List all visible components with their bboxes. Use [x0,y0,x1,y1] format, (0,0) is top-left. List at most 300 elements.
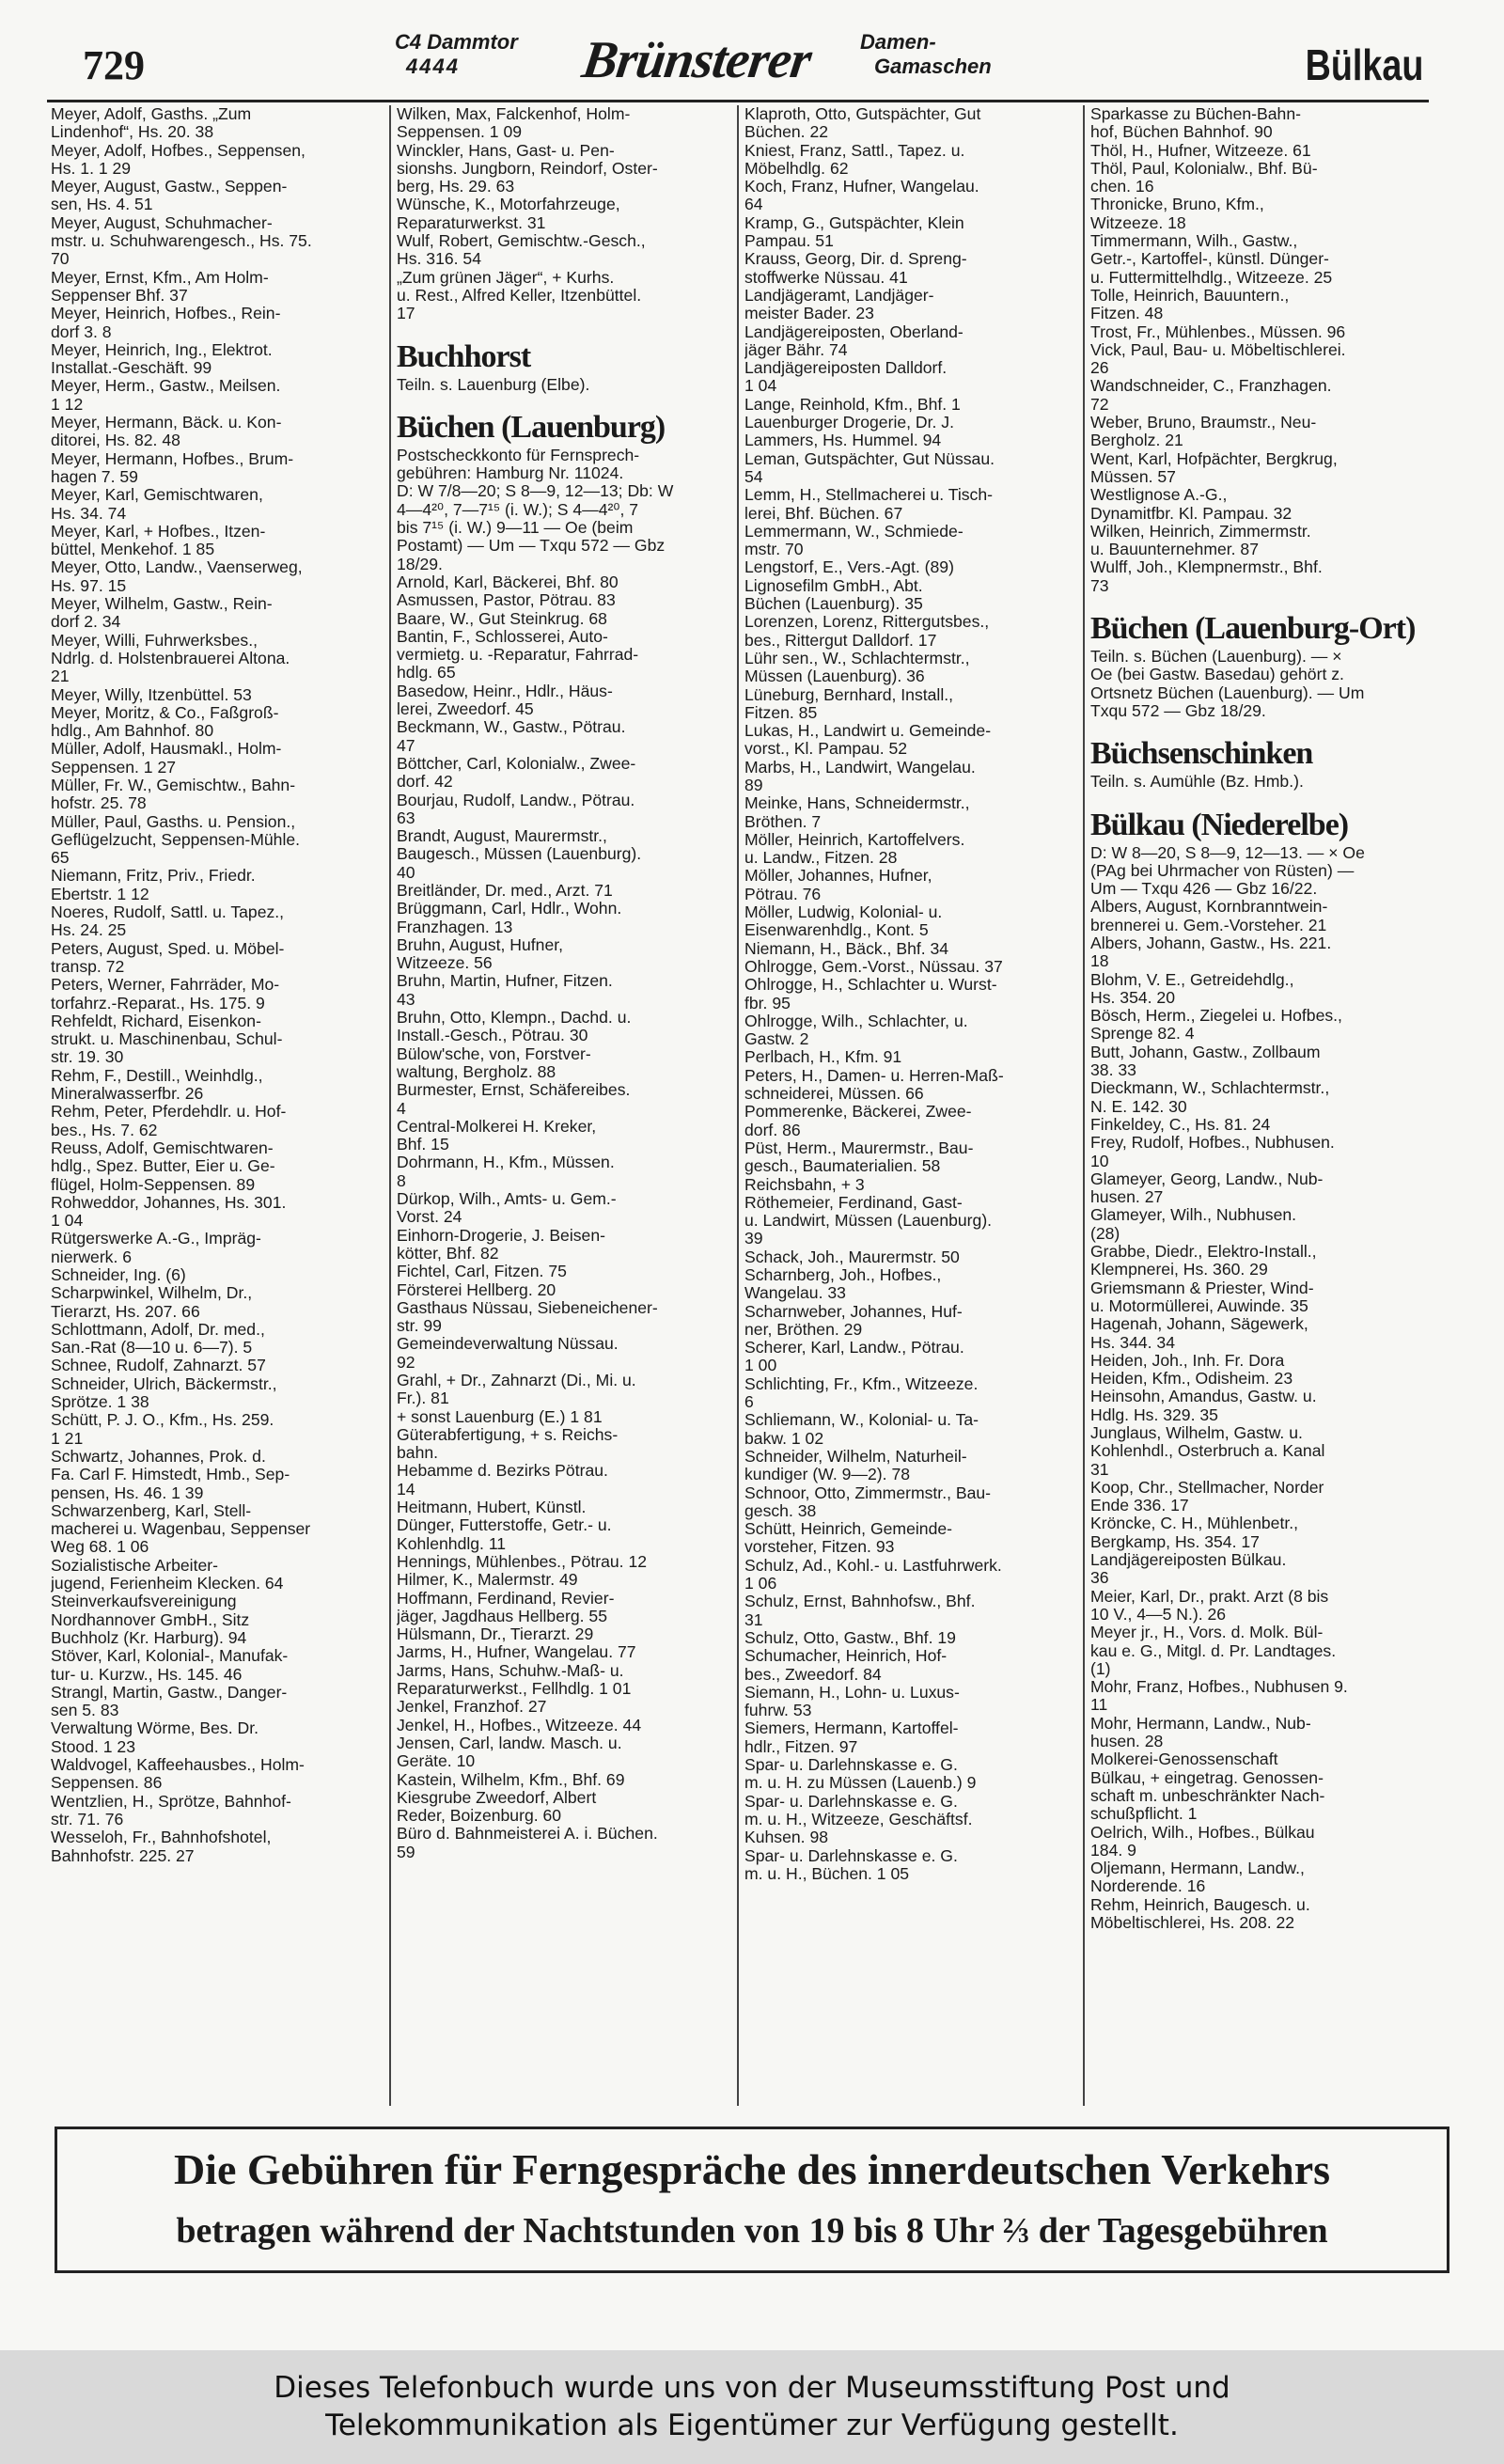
directory-line: Meyer, Moritz, & Co., Faßgroß- [51,703,279,722]
directory-line: nierwerk. 6 [51,1248,133,1266]
directory-line: Müssen (Lauenburg). 36 [744,667,925,686]
directory-line: Witzeeze. 56 [397,954,493,973]
directory-line: Wulff, Joh., Klempnermstr., Bhf. [1090,558,1323,577]
directory-line: Hoffmann, Ferdinand, Revier- [397,1589,615,1608]
directory-line: 36 [1090,1569,1109,1588]
directory-line: Meinke, Hans, Schneidermstr., [744,794,970,813]
directory-line: 1 06 [744,1575,777,1593]
directory-line: (1) [1090,1659,1111,1678]
directory-line: Hebamme d. Bezirks Pötrau. [397,1462,608,1481]
directory-line: torfahrz.-Reparat., Hs. 175. 9 [51,994,265,1012]
page-number: 729 [83,42,145,88]
directory-line: brennerei u. Gem.-Vorsteher. 21 [1090,916,1327,934]
directory-line: Seppensen. 1 09 [397,123,523,142]
directory-line: 72 [1090,395,1109,414]
directory-line: Ohlrogge, Gem.-Vorst., Nüssau. 37 [744,957,1003,976]
directory-line: Franzhagen. 13 [397,918,513,936]
directory-line: Bruhn, Martin, Hufner, Fitzen. [397,972,613,991]
section-heading: Büchen (Lauenburg) [397,409,666,445]
directory-line: 54 [744,467,763,486]
directory-line: Central-Molkerei H. Kreker, [397,1117,597,1136]
directory-line: Seppensen. 86 [51,1774,163,1793]
directory-line: Lengstorf, E., Vers.-Agt. (89) [744,558,954,577]
directory-line: Krauss, Georg, Dir. d. Spreng- [744,250,967,269]
directory-line: bes., Rittergut Dalldorf. 17 [744,631,937,650]
directory-line: Tolle, Heinrich, Bauuntern., [1090,286,1290,305]
directory-line: Hs. 24. 25 [51,921,127,940]
directory-line: Schnoor, Otto, Zimmermstr., Bau- [744,1483,992,1502]
directory-line: Um — Txqu 426 — Gbz 16/22. [1090,880,1318,899]
directory-line: bes., Hs. 7. 62 [51,1121,158,1139]
directory-line: 21 [51,667,70,686]
directory-line: Wesseloh, Fr., Bahnhofshotel, [51,1828,272,1847]
directory-line: bis 7¹⁵ (i. W.) 9—11 — Oe (beim [397,519,634,538]
directory-line: 4 [397,1099,406,1118]
directory-line: schaft m. unbeschränkter Nach- [1090,1786,1325,1805]
directory-line: Müller, Paul, Gasths. u. Pension., [51,812,296,831]
directory-line: Jarms, H., Hufner, Wangelau. 77 [397,1643,636,1662]
directory-line: Installat.-Geschäft. 99 [51,359,212,378]
directory-line: vorst., Kl. Pampau. 52 [744,740,908,759]
directory-line: Jensen, Carl, landw. Masch. u. [397,1734,622,1752]
directory-line: D: W 7/8—20; S 8—9, 12—13; Db: W [397,482,674,501]
directory-line: 11 [1090,1696,1108,1715]
directory-line: macherei u. Wagenbau, Seppenser [51,1520,311,1539]
directory-line: hdlg., Am Bahnhof. 80 [51,722,214,741]
directory-line: Albers, Johann, Gastw., Hs. 221. [1090,934,1332,952]
directory-line: Lignosefilm GmbH., Abt. [744,576,923,595]
directory-line: Bantin, F., Schlosserei, Auto- [397,627,608,646]
directory-line: strukt. u. Maschinenbau, Schul- [51,1030,283,1049]
directory-line: Güterabfertigung, + s. Reichs- [397,1425,619,1444]
directory-line: + sonst Lauenburg (E.) 1 81 [397,1407,603,1426]
directory-line: Klaproth, Otto, Gutspächter, Gut [744,105,981,123]
directory-line: 1 00 [744,1357,777,1375]
directory-line: 17 [397,305,415,323]
directory-line: Meyer, Karl, + Hofbes., Itzen- [51,522,266,541]
directory-line: Kniest, Franz, Sattl., Tapez. u. [744,141,965,160]
directory-line: (28) [1090,1224,1120,1243]
directory-line: Lüneburg, Bernhard, Install., [744,685,954,704]
directory-line: 59 [397,1843,415,1861]
directory-line: 47 [397,736,415,755]
directory-line: meister Bader. 23 [744,305,874,323]
directory-line: Teiln. s. Büchen (Lauenburg). — × [1090,648,1342,667]
directory-line: Frey, Rudolf, Hofbes., Nubhusen. [1090,1134,1335,1153]
directory-line: 1 04 [51,1212,84,1231]
directory-line: Möller, Heinrich, Kartoffelvers. [744,830,965,849]
column-divider [737,105,739,2106]
directory-line: Rehm, Heinrich, Baugesch. u. [1090,1895,1310,1914]
directory-line: Pommerenke, Bäckerei, Zwee- [744,1103,972,1122]
directory-line: Wilken, Max, Falckenhof, Holm- [397,105,631,123]
directory-line: Sprötze. 1 38 [51,1393,149,1412]
directory-line: lerei, Zweedorf. 45 [397,700,534,719]
directory-line: Röthemeier, Ferdinand, Gast- [744,1193,963,1212]
directory-line: Marbs, H., Landwirt, Wangelau. [744,758,976,777]
directory-line: schneiderei, Müssen. 66 [744,1085,924,1104]
directory-line: Rehm, Peter, Pferdehdlr. u. Hof- [51,1103,287,1122]
directory-line: Baare, W., Gut Steinkrug. 68 [397,609,607,628]
directory-line: 8 [397,1171,406,1190]
directory-line: Peters, August, Sped. u. Möbel- [51,939,285,958]
directory-line: Rohweddor, Johannes, Hs. 301. [51,1193,287,1212]
directory-line: jugend, Ferienheim Klecken. 64 [51,1575,284,1593]
directory-line: Gemeindeverwaltung Nüssau. [397,1335,619,1354]
directory-line: vermietg. u. -Reparatur, Fahrrad- [397,646,639,665]
directory-line: Koch, Franz, Hufner, Wangelau. [744,178,979,196]
directory-line: u. Landw., Fitzen. 28 [744,849,898,868]
directory-line: berg, Hs. 29. 63 [397,178,515,196]
directory-line: 10 V., 4—5 N.). 26 [1090,1605,1227,1624]
directory-line: Büchen. 22 [744,123,829,142]
directory-line: Buchholz (Kr. Harburg). 94 [51,1628,247,1647]
directory-line: fuhrw. 53 [744,1702,812,1720]
directory-line: Ndrlg. d. Holstenbrauerei Altona. [51,649,290,667]
directory-line: Schliemann, W., Kolonial- u. Ta- [744,1411,979,1430]
section-heading: Büchsenschinken [1090,736,1313,772]
directory-line: lerei, Bhf. Büchen. 67 [744,504,903,523]
directory-line: Sprenge 82. 4 [1090,1025,1195,1044]
directory-line: Schulz, Ad., Kohl.- u. Lastfuhrwerk. [744,1556,1002,1575]
directory-line: Landjägereiposten, Oberland- [744,322,964,341]
directory-line: Verwaltung Wörme, Bes. Dr. [51,1719,258,1738]
directory-line: ner, Bröthen. 29 [744,1320,863,1339]
directory-line: Koop, Chr., Stellmacher, Norder [1090,1478,1324,1497]
directory-line: Hs. 1. 1 29 [51,159,132,178]
directory-line: u. Bauunternehmer. 87 [1090,541,1259,559]
column-divider [389,105,391,2106]
directory-line: Müssen. 57 [1090,467,1176,486]
directory-line: Schwarzenberg, Karl, Stell- [51,1501,252,1520]
directory-line: Meyer, Karl, Gemischtwaren, [51,486,263,505]
directory-line: Bruhn, Otto, Klempn., Dachd. u. [397,1009,632,1028]
column-divider [1083,105,1085,2106]
directory-line: hagen 7. 59 [51,467,138,486]
directory-line: waltung, Bergholz. 88 [397,1062,556,1081]
directory-line: jäger, Jagdhaus Hellberg. 55 [397,1607,607,1625]
directory-line: 14 [397,1480,415,1499]
directory-line: Weg 68. 1 06 [51,1538,149,1557]
directory-line: 31 [744,1610,763,1629]
directory-line: Hilmer, K., Malermstr. 49 [397,1571,578,1590]
directory-line: Dohrmann, H., Kfm., Müssen. [397,1154,615,1172]
directory-line: 1 21 [51,1429,84,1448]
directory-line: Went, Karl, Hofpächter, Bergkrug, [1090,449,1338,468]
directory-line: Siemann, H., Lohn- u. Luxus- [744,1683,960,1702]
directory-line: Möller, Ludwig, Kolonial- u. [744,903,943,922]
directory-line: Bruhn, August, Hufner, [397,935,564,954]
directory-line: Müller, Fr. W., Gemischtw., Bahn- [51,776,296,794]
directory-line: Trost, Fr., Mühlenbes., Müssen. 96 [1090,322,1346,341]
directory-line: Meyer, Willi, Fuhrwerksbes., [51,631,258,650]
directory-line: Steinverkaufsvereinigung [51,1593,237,1611]
directory-line: Einhorn-Drogerie, J. Beisen- [397,1226,605,1245]
directory-line: Weber, Bruno, Braumstr., Neu- [1090,414,1317,432]
directory-line: Bahnhofstr. 225. 27 [51,1846,195,1865]
directory-line: u. Futtermittelhdlg., Witzeeze. 25 [1090,268,1333,287]
directory-line: Lindenhof“, Hs. 20. 38 [51,123,214,142]
directory-line: Möller, Johannes, Hufner, [744,867,932,886]
directory-line: Ebertstr. 1 12 [51,885,149,903]
directory-line: jäger Bähr. 74 [744,340,848,359]
directory-line: Bergholz. 21 [1090,432,1183,450]
directory-line: Hagenah, Johann, Sägewerk, [1090,1315,1308,1334]
directory-line: u. Landwirt, Müssen (Lauenburg). [744,1212,993,1231]
directory-line: hdlg., Spez. Butter, Eier u. Ge- [51,1157,275,1176]
directory-line: 10 [1090,1152,1109,1170]
directory-line: Scharnweber, Johannes, Huf- [744,1302,963,1321]
directory-line: 92 [397,1353,415,1372]
directory-line: Schneider, Ulrich, Bäckermstr., [51,1374,277,1393]
directory-line: kundiger (W. 9—2). 78 [744,1466,911,1484]
directory-line: Pötrau. 76 [744,885,822,903]
directory-line: 4—4²⁰, 7—7¹⁵ (i. W.); S 4—4²⁰, 7 [397,500,639,519]
ad-left-line1: C4 Dammtor [395,30,518,54]
directory-line: schußpflicht. 1 [1090,1805,1198,1824]
directory-line: Meyer, Adolf, Gasths. „Zum [51,105,252,123]
directory-line: Blohm, V. E., Getreidehdlg., [1090,970,1294,989]
directory-line: Landjägereiposten Dalldorf. [744,359,948,378]
directory-line: Brüggmann, Carl, Hdlr., Wohn. [397,900,622,918]
directory-line: 63 [397,808,415,827]
section-heading: Buchhorst [397,338,531,374]
directory-line: sen 5. 83 [51,1702,119,1720]
directory-line: Meyer, Otto, Landw., Vaenserweg, [51,558,303,577]
directory-line: hdlg. 65 [397,664,456,683]
directory-line: Schneider, Wilhelm, Naturheil- [744,1447,967,1466]
directory-line: kau e. G., Mitgl. d. Pr. Landtages. [1090,1641,1337,1660]
directory-line: Schulz, Ernst, Bahnhofsw., Bhf. [744,1593,976,1611]
directory-line: Rütgerswerke A.-G., Impräg- [51,1230,261,1248]
directory-line: Schlichting, Fr., Kfm., Witzeeze. [744,1374,979,1393]
directory-line: 18/29. [397,555,443,573]
directory-line: Landjägereiposten Bülkau. [1090,1551,1287,1570]
directory-line: Püst, Herm., Maurermstr., Bau- [744,1138,974,1157]
directory-line: Kohlenhdlg. 11 [397,1534,507,1553]
directory-line: vorsteher, Fitzen. 93 [744,1538,895,1557]
directory-line: Oe (bei Gastw. Basedau) gehört z. [1090,666,1344,684]
directory-line: Leman, Gutspächter, Gut Nüssau. [744,449,995,468]
directory-line: 65 [51,849,70,868]
directory-line: Hennings, Mühlenbes., Pötrau. 12 [397,1552,648,1571]
directory-line: Meyer, Heinrich, Hofbes., Rein- [51,305,281,323]
directory-line: Grahl, + Dr., Zahnarzt (Di., Mi. u. [397,1372,636,1389]
directory-line: Strangl, Martin, Gastw., Danger- [51,1683,288,1702]
directory-line: Wilken, Heinrich, Zimmermstr. [1090,522,1311,541]
directory-line: pensen, Hs. 46. 1 39 [51,1483,204,1502]
fee-notice-banner [55,2127,1449,2273]
directory-line: Seppenser Bhf. 37 [51,286,188,305]
directory-line: 43 [397,990,415,1009]
directory-line: Seppensen. 1 27 [51,758,177,777]
directory-line: bahn. [397,1444,439,1463]
directory-line: Meyer, August, Gastw., Seppen- [51,178,288,196]
directory-line: Waldvogel, Kaffeehausbes., Holm- [51,1756,305,1775]
directory-line: Norderende. 16 [1090,1877,1206,1896]
directory-line: Möbeltischlerei, Hs. 208. 22 [1090,1914,1295,1933]
directory-line: Schnee, Rudolf, Zahnarzt. 57 [51,1357,266,1375]
directory-line: Geräte. 10 [397,1752,476,1771]
directory-line: Ende 336. 17 [1090,1497,1189,1515]
directory-line: „Zum grünen Jäger“, + Kurhs. [397,268,615,287]
directory-line: Spar- u. Darlehnskasse e. G. [744,1846,958,1865]
directory-line: Spar- u. Darlehnskasse e. G. [744,1756,958,1775]
directory-line: Nordhannover GmbH., Sitz [51,1610,250,1629]
directory-line: Sozialistische Arbeiter- [51,1556,218,1575]
directory-line: Reparaturwerkst., Fellhdlg. 1 01 [397,1680,632,1699]
directory-line: Stöver, Karl, Kolonial-, Manufak- [51,1647,289,1666]
directory-line: Install.-Gesch., Pötrau. 30 [397,1027,588,1045]
directory-line: m. u. H. zu Müssen (Lauenb.) 9 [744,1774,977,1793]
directory-line: ditorei, Hs. 82. 48 [51,432,180,450]
directory-line: Meyer, Adolf, Hofbes., Seppensen, [51,141,306,160]
directory-line: Mohr, Hermann, Landw., Nub- [1090,1714,1311,1733]
directory-line: Teiln. s. Lauenburg (Elbe). [397,375,590,394]
directory-line: Bülkau, + eingetrag. Genossen- [1090,1768,1324,1787]
directory-column-1 [51,105,384,2108]
directory-line: Wulf, Robert, Gemischtw.-Gesch., [397,232,646,251]
directory-line: Pampau. 51 [744,232,834,251]
directory-column-3 [744,105,1077,2108]
directory-line: Bhf. 15 [397,1136,449,1154]
directory-line: Gasthaus Nüssau, Siebeneichener- [397,1298,658,1317]
ad-brand-logo: Brünsterer [578,31,815,89]
directory-line: Hs. 97. 15 [51,576,127,595]
footer-line-2: Telekommunikation als Eigentümer zur Verfügung gestellt. [325,2409,1179,2442]
spacer [1090,720,1431,730]
directory-line: Meyer, Herm., Gastw., Meilsen. [51,377,281,396]
spacer [1090,595,1431,604]
directory-line: Reder, Boizenburg. 60 [397,1807,562,1826]
directory-line: Breitländer, Dr. med., Arzt. 71 [397,881,613,900]
directory-line: 38. 33 [1090,1061,1136,1080]
banner-line-1: Die Gebühren für Ferngespräche des innerdeutschen Verkehrs [173,2145,1331,2193]
directory-line: Bröthen. 7 [744,812,822,831]
directory-line: Getr.-, Kartoffel-, künstl. Dünger- [1090,250,1329,269]
directory-line: m. u. H., Büchen. 1 05 [744,1864,910,1883]
directory-line: Ortsnetz Büchen (Lauenburg). — Um [1090,683,1365,702]
directory-line: gesch. 38 [744,1501,817,1520]
directory-line: 64 [744,196,763,214]
directory-line: hof, Büchen Bahnhof. 90 [1090,123,1273,142]
directory-line: Büchen (Lauenburg). 35 [744,595,923,614]
ad-right-line2: Gamaschen [874,55,992,78]
directory-line: Hs. 354. 20 [1090,988,1175,1007]
directory-line: Schneider, Ing. (6) [51,1266,186,1284]
directory-line: Albers, August, Kornbranntwein- [1090,898,1328,917]
directory-line: Finkeldey, C., Hs. 81. 24 [1090,1115,1271,1134]
directory-line: Lauenburger Drogerie, Dr. J. [744,414,954,432]
directory-line: Reichsbahn, + 3 [744,1175,865,1194]
ad-left-line2: 4444 [406,55,460,78]
directory-line: Meyer, Wilhelm, Gastw., Rein- [51,595,273,614]
directory-line: Noeres, Rudolf, Sattl. u. Tapez., [51,903,285,922]
directory-line: husen. 27 [1090,1188,1164,1207]
directory-line: Heitmann, Hubert, Künstl. [397,1499,587,1517]
directory-line: kötter, Bhf. 82 [397,1244,499,1263]
directory-line: Winckler, Hans, Gast- u. Pen- [397,141,615,160]
directory-line: Fichtel, Carl, Fitzen. 75 [397,1263,567,1281]
directory-line: Müller, Adolf, Hausmakl., Holm- [51,740,282,759]
directory-line: (PAg bei Uhrmacher von Rüsten) — [1090,861,1355,880]
directory-line: Dynamitfbr. Kl. Pampau. 32 [1090,504,1292,523]
directory-line: gesch., Baumaterialien. 58 [744,1157,941,1176]
directory-line: bakw. 1 02 [744,1429,824,1448]
directory-line: Stood. 1 23 [51,1737,135,1756]
directory-line: Postamt) — Um — Txqu 572 — Gbz [397,537,666,556]
directory-line: Kiesgrube Zweedorf, Albert [397,1788,597,1807]
directory-line: 39 [744,1230,763,1248]
directory-line: Lange, Reinhold, Kfm., Bhf. 1 [744,395,961,414]
directory-line: Glameyer, Wilh., Nubhusen. [1090,1206,1297,1225]
directory-line: Lammers, Hs. Hummel. 94 [744,432,942,450]
directory-line: Westlignose A.-G., [1090,486,1228,505]
directory-line: Butt, Johann, Gastw., Zollbaum [1090,1043,1321,1061]
directory-line: str. 19. 30 [51,1048,124,1067]
directory-line: Lühr sen., W., Schlachtermstr., [744,649,970,667]
directory-line: str. 71. 76 [51,1810,124,1828]
directory-line: Schulz, Otto, Gastw., Bhf. 19 [744,1628,956,1647]
directory-line: Peters, Werner, Fahrräder, Mo- [51,976,280,995]
header-advertisement [395,28,1072,89]
directory-line: u. Rest., Alfred Keller, Itzenbüttel. [397,286,642,305]
directory-line: flügel, Holm-Seppensen. 89 [51,1175,256,1194]
directory-line: Siemers, Hermann, Kartoffel- [744,1719,959,1738]
directory-line: Schlottmann, Adolf, Dr. med., [51,1320,265,1339]
directory-line: Schwartz, Johannes, Prok. d. [51,1447,266,1466]
directory-line: Thöl, H., Hufner, Witzeeze. 61 [1090,141,1311,160]
directory-line: Heiden, Kfm., Odisheim. 23 [1090,1370,1293,1389]
directory-line: Mineralwasserfbr. 26 [51,1085,204,1104]
directory-line: Fitzen. 48 [1090,305,1164,323]
directory-line: Meyer, Hermann, Bäck. u. Kon- [51,414,282,432]
directory-line: Försterei Hellberg. 20 [397,1280,556,1299]
directory-line: Fa. Carl F. Himstedt, Hmb., Sep- [51,1466,290,1484]
directory-line: Hdlg. Hs. 329. 35 [1090,1405,1218,1424]
directory-line: Postscheckkonto für Fernsprech- [397,446,640,464]
directory-line: Wünsche, K., Motorfahrzeuge, [397,196,620,214]
directory-line: Molkerei-Genossenschaft [1090,1750,1278,1769]
section-heading: Büchen (Lauenburg-Ort) [1090,611,1416,647]
directory-line: Niemann, Fritz, Priv., Friedr. [51,867,256,886]
directory-line: 184. 9 [1090,1841,1136,1860]
directory-line: Lukas, H., Landwirt u. Gemeinde- [744,722,992,741]
directory-line: Peters, H., Damen- u. Herren-Maß- [744,1066,1004,1085]
directory-line: dorf. 86 [744,1121,801,1139]
directory-line: Bergkamp, Hs. 354. 17 [1090,1532,1260,1551]
directory-line: stoffwerke Nüssau. 41 [744,268,908,287]
directory-line: fbr. 95 [744,994,791,1012]
directory-line: Hs. 344. 34 [1090,1333,1175,1352]
directory-line: 73 [1090,576,1109,595]
directory-line: Fr.). 81 [397,1389,449,1408]
directory-line: str. 99 [397,1317,442,1336]
ad-right-line1: Damen- [860,30,936,54]
directory-line: Dünger, Futterstoffe, Getr.- u. [397,1516,612,1535]
directory-line: Wentzlien, H., Sprötze, Bahnhof- [51,1792,291,1811]
directory-line: dorf. 42 [397,773,453,792]
directory-line: Böttcher, Carl, Kolonialw., Zwee- [397,754,636,773]
directory-line: Baugesch., Müssen (Lauenburg). [397,845,642,864]
directory-line: 1 04 [744,377,777,396]
directory-line: büttel, Menkehof. 1 85 [51,541,215,559]
directory-line: Eisenwarenhdlg., Kont. 5 [744,921,929,940]
directory-line: Heiden, Joh., Inh. Fr. Dora [1090,1351,1285,1370]
directory-line: Meyer jr., H., Vors. d. Molk. Bül- [1090,1624,1324,1642]
directory-line: Basedow, Heinr., Hdlr., Häus- [397,682,613,700]
directory-line: Heinsohn, Amandus, Gastw. u. [1090,1388,1317,1406]
